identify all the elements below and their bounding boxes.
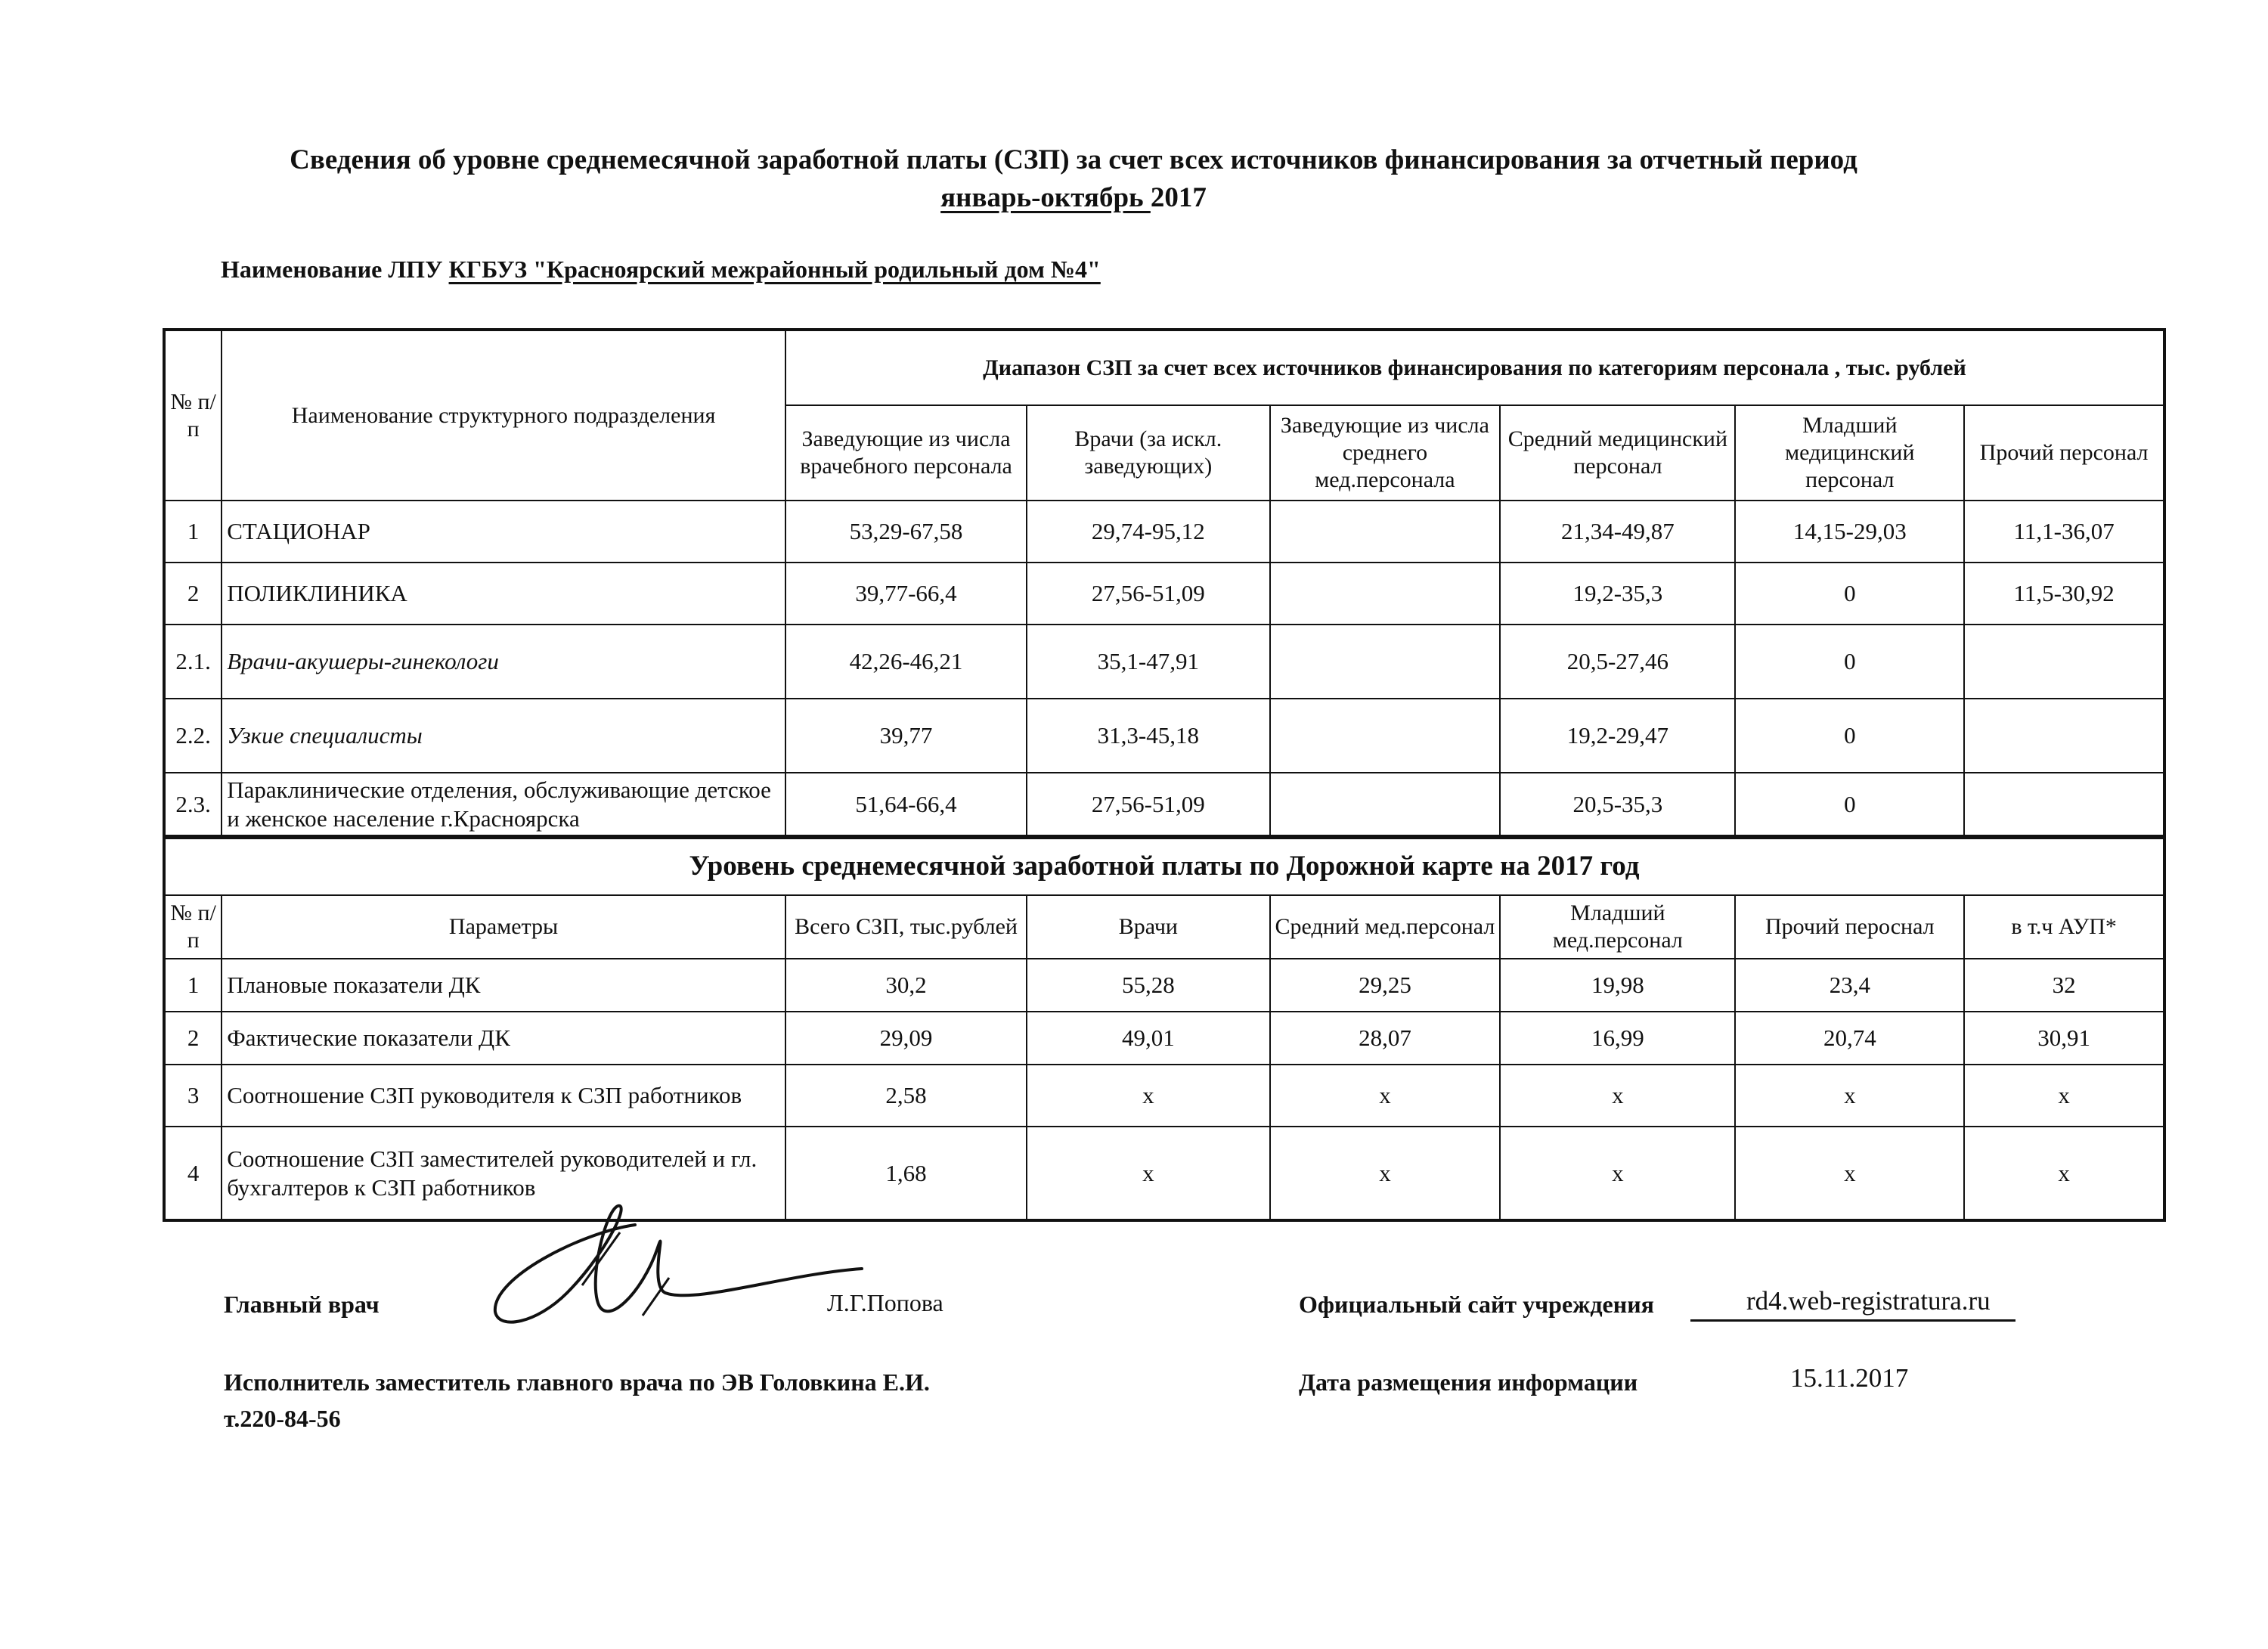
col-header-number: № п/п	[164, 330, 222, 501]
organization-name: КГБУЗ "Красноярский межрайонный родильный дом №4"	[448, 256, 1101, 283]
col-header: Средний медицинский персонал	[1500, 405, 1735, 501]
row-number: 2	[164, 563, 222, 625]
col-header: Врачи (за искл. заведующих)	[1027, 405, 1269, 501]
site-label: Официальный сайт учреждения	[1299, 1291, 1654, 1318]
table-cell: 11,5-30,92	[1964, 563, 2164, 625]
col-header: Средний мед.персонал	[1270, 895, 1501, 959]
row-number: 2.1.	[164, 625, 222, 699]
department-name: Узкие специалисты	[222, 699, 785, 773]
table-cell: 42,26-46,21	[785, 625, 1027, 699]
row-number: 2.2.	[164, 699, 222, 773]
table-cell	[1270, 563, 1501, 625]
table-cell: 49,01	[1027, 1012, 1269, 1065]
table-cell: 28,07	[1270, 1012, 1501, 1065]
department-name: СТАЦИОНАР	[222, 501, 785, 563]
table-row	[164, 959, 2164, 1012]
row-number: 2.3.	[164, 773, 222, 836]
reporting-period	[0, 181, 2147, 214]
parameter-name: Плановые показатели ДК	[222, 959, 785, 1012]
table-cell: 21,34-49,87	[1500, 501, 1735, 563]
col-header: Заведующие из числа врачебного персонала	[785, 405, 1027, 501]
table-cell: х	[1270, 1127, 1501, 1220]
row-number: 4	[164, 1127, 222, 1220]
table-cell: 35,1-47,91	[1027, 625, 1269, 699]
table-cell: 29,74-95,12	[1027, 501, 1269, 563]
table-cell	[1964, 773, 2164, 836]
table-cell: 27,56-51,09	[1027, 773, 1269, 836]
table-cell: 39,77-66,4	[785, 563, 1027, 625]
col-header: Младший медицинский персонал	[1735, 405, 1964, 501]
table-row	[164, 625, 2164, 699]
col-header: Младший мед.персонал	[1500, 895, 1735, 959]
organization-label: Наименование ЛПУ	[221, 256, 449, 283]
table-cell: 23,4	[1735, 959, 1964, 1012]
table-row	[164, 1065, 2164, 1127]
table-cell	[1964, 625, 2164, 699]
table-cell: х	[1027, 1127, 1269, 1220]
table-cell: 2,58	[785, 1065, 1027, 1127]
parameter-name: Соотношение СЗП заместителей руководителей и гл. бухгалтеров к СЗП работников	[222, 1127, 785, 1220]
table-row	[164, 501, 2164, 563]
table-cell: 20,5-35,3	[1500, 773, 1735, 836]
table-cell: 53,29-67,58	[785, 501, 1027, 563]
row-number: 3	[164, 1065, 222, 1127]
table-row	[164, 1127, 2164, 1220]
col-header: Прочий персонал	[1964, 405, 2164, 501]
col-header: Врачи	[1027, 895, 1269, 959]
table-cell: 30,2	[785, 959, 1027, 1012]
table-cell: 19,98	[1500, 959, 1735, 1012]
parameter-name: Фактические показатели ДК	[222, 1012, 785, 1065]
table-cell: 30,91	[1964, 1012, 2164, 1065]
table-cell: 11,1-36,07	[1964, 501, 2164, 563]
table-cell: 0	[1735, 625, 1964, 699]
chief-label: Главный врач	[224, 1291, 380, 1318]
table-cell	[1964, 699, 2164, 773]
date-value: 15.11.2017	[1790, 1363, 1909, 1393]
table-cell: 20,5-27,46	[1500, 625, 1735, 699]
table-cell: 1,68	[785, 1127, 1027, 1220]
period-year: 2017	[1150, 182, 1207, 213]
salary-range-table	[163, 328, 2166, 838]
range-header: Диапазон СЗП за счет всех источников финансирования по категориям персонала , тыс. рублей	[785, 330, 2164, 405]
table-cell: х	[1735, 1065, 1964, 1127]
table-cell: 39,77	[785, 699, 1027, 773]
table-row	[164, 1012, 2164, 1065]
site-value: rd4.web-registratura.ru	[1746, 1286, 1991, 1316]
col-header: Всего СЗП, тыс.рублей	[785, 895, 1027, 959]
table-cell: 32	[1964, 959, 2164, 1012]
table-cell: 14,15-29,03	[1735, 501, 1964, 563]
organization-line	[221, 256, 1101, 284]
department-name: Параклинические отделения, обслуживающие детское и женское население г.Красноярска	[222, 773, 785, 836]
table-cell: 27,56-51,09	[1027, 563, 1269, 625]
col-header-parameters: Параметры	[222, 895, 785, 959]
col-header-number: № п/п	[164, 895, 222, 959]
row-number: 2	[164, 1012, 222, 1065]
table-cell: х	[1964, 1065, 2164, 1127]
table-cell: 51,64-66,4	[785, 773, 1027, 836]
executor-phone: т.220-84-56	[224, 1405, 341, 1432]
table-cell: х	[1027, 1065, 1269, 1127]
table-row	[164, 563, 2164, 625]
table-cell	[1270, 699, 1501, 773]
col-header: в т.ч АУП*	[1964, 895, 2164, 959]
table-cell: 0	[1735, 563, 1964, 625]
table-cell: 19,2-35,3	[1500, 563, 1735, 625]
department-name: ПОЛИКЛИНИКА	[222, 563, 785, 625]
table-cell: х	[1735, 1127, 1964, 1220]
table-cell: 31,3-45,18	[1027, 699, 1269, 773]
col-header: Заведующие из числа среднего мед.персонала	[1270, 405, 1501, 501]
table-cell	[1270, 773, 1501, 836]
row-number: 1	[164, 501, 222, 563]
table-cell: 0	[1735, 773, 1964, 836]
table-cell	[1270, 625, 1501, 699]
table-cell: х	[1270, 1065, 1501, 1127]
table-cell: 19,2-29,47	[1500, 699, 1735, 773]
section-title: Уровень среднемесячной заработной платы по Дорожной карте на 2017 год	[164, 838, 2164, 895]
col-header: Прочий пероснал	[1735, 895, 1964, 959]
site-underline	[1690, 1319, 2015, 1322]
table-cell: 29,09	[785, 1012, 1027, 1065]
chief-name: Л.Г.Попова	[827, 1289, 943, 1316]
table-cell	[1270, 501, 1501, 563]
table-cell: 29,25	[1270, 959, 1501, 1012]
table-row	[164, 773, 2164, 836]
table-cell: 16,99	[1500, 1012, 1735, 1065]
col-header-department: Наименование структурного подразделения	[222, 330, 785, 501]
document-title: Сведения об уровне среднемесячной заработной платы (СЗП) за счет всех источников финансирования за отчетный период	[290, 144, 1857, 175]
executor: Исполнитель заместитель главного врача по ЭВ Головкина Е.И.	[224, 1368, 930, 1396]
table-row	[164, 699, 2164, 773]
table-cell: 55,28	[1027, 959, 1269, 1012]
row-number: 1	[164, 959, 222, 1012]
roadmap-table	[163, 836, 2166, 1222]
table-cell: х	[1500, 1065, 1735, 1127]
table-cell: х	[1964, 1127, 2164, 1220]
department-name: Врачи-акушеры-гинекологи	[222, 625, 785, 699]
table-cell: х	[1500, 1127, 1735, 1220]
table-cell: 20,74	[1735, 1012, 1964, 1065]
parameter-name: Соотношение СЗП руководителя к СЗП работников	[222, 1065, 785, 1127]
table-cell: 0	[1735, 699, 1964, 773]
date-label: Дата размещения информации	[1299, 1368, 1638, 1396]
period-months: январь-октябрь	[940, 182, 1151, 213]
